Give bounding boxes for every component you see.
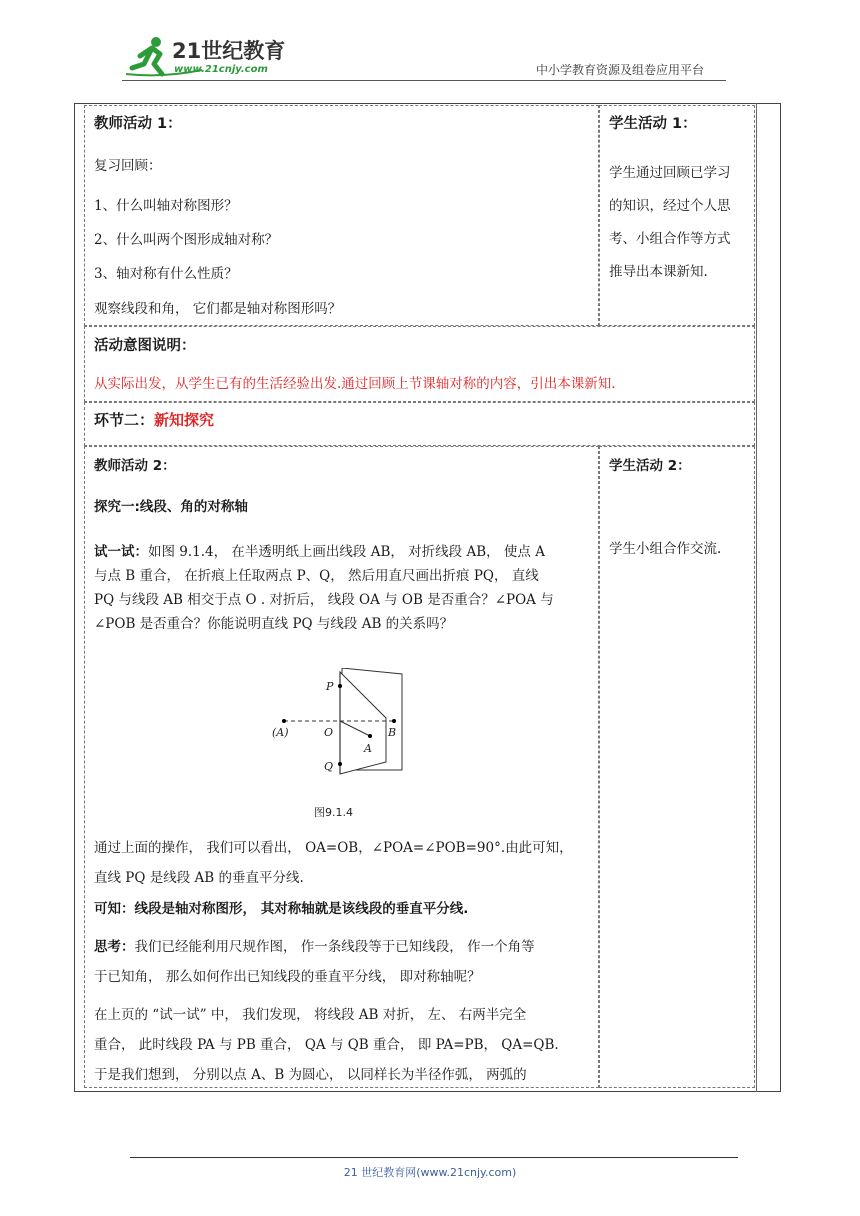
stage-highlight: 新知探究 — [154, 411, 215, 429]
think-label: 思考： — [94, 939, 135, 955]
figure-caption: 图9.1.4 — [314, 806, 353, 819]
try-label: 试一试： — [94, 544, 148, 560]
student-activity-2-title: 学生活动 2： — [609, 458, 691, 474]
student-activity-1-text: 学生通过回顾已学习 的知识，经过个人思 考、小组合作等方式 推导出本课新知. — [609, 165, 731, 280]
footer-link[interactable]: 21 世纪教育网(www.21cnjy.com) — [343, 1166, 517, 1179]
teacher-activity-1-cell — [84, 105, 599, 326]
site-logo — [122, 34, 292, 82]
logo-url: www.21cnjy.com — [174, 64, 268, 75]
intent-text: 从实际出发，从学生已有的生活经验出发.通过回顾上节课轴对称的内容，引出本课新知. — [94, 376, 616, 392]
folded-sheet-front — [340, 672, 386, 774]
continuation-paragraph: 在上页的 “试一试” 中， 我们发现， 将线段 AB 对折， 左、 右两半完全 重合， 此时线段 PA 与 PB 重合， QA 与 QB 重合， 即 PA=PB， QA=QB. 于是我们想到， 分别以点 A、B 为圆心， 以同样长为半径作弧， 两弧的 — [94, 1007, 559, 1083]
point-a-orig — [282, 719, 286, 723]
observation-paragraph: 通过上面的操作， 我们可以看出， OA=OB，∠POA=∠POB=90°.由此可知， 直线 PQ 是线段 AB 的垂直平分线. — [94, 840, 573, 886]
label-p: P — [326, 680, 334, 693]
point-p — [338, 684, 342, 688]
label-a-paren: (A) — [272, 726, 289, 739]
question-2: 2、什么叫两个图形成轴对称？ — [94, 232, 279, 248]
student-activity-2-text: 学生小组合作交流. — [609, 541, 722, 557]
header-rule — [122, 80, 726, 81]
explore-title: 探究一:线段、角的对称轴 — [94, 499, 248, 515]
point-b — [392, 719, 396, 723]
think-paragraph: 思考：我们已经能利用尺规作图， 作一条线段等于已知线段， 作一个角等 于已知角， 那么如何作出已知线段的垂直平分线， 即对称轴呢？ — [94, 939, 535, 985]
review-label: 复习回顾： — [94, 158, 162, 174]
question-1: 1、什么叫轴对称图形？ — [94, 198, 238, 214]
logo-main: 21世纪教育 — [172, 39, 286, 63]
figure-9-1-4 — [262, 668, 422, 824]
footer-rule — [130, 1157, 738, 1158]
question-3: 3、轴对称有什么性质？ — [94, 266, 238, 282]
intent-title: 活动意图说明： — [94, 338, 196, 354]
teacher-activity-1-title: 教师活动 1： — [94, 116, 182, 132]
point-a — [368, 734, 372, 738]
observe-question: 观察线段和角， 它们都是轴对称图形吗？ — [94, 301, 342, 317]
stage-title: 环节二：新知探究 — [94, 411, 215, 429]
label-b: B — [388, 726, 397, 739]
table-right-column — [756, 103, 757, 1092]
teacher-activity-2-title: 教师活动 2： — [94, 458, 176, 474]
label-a: A — [364, 742, 372, 755]
label-o: O — [324, 726, 334, 739]
point-q — [338, 762, 342, 766]
label-q: Q — [324, 760, 334, 773]
platform-name: 中小学教育资源及组卷应用平台 — [536, 63, 705, 77]
try-paragraph: 试一试：如图 9.1.4， 在半透明纸上画出线段 AB， 对折线段 AB， 使点 A 与点 B 重合， 在折痕上任取两点 P、Q， 然后用直尺画出折痕 PQ， 直线 PQ 与线段 AB 相交于点 O . 对折后， 线段 OA 与 OB 是否重合？∠POA 与 ∠POB 是否重合？你能说明直线 PQ 与线段 AB 的关系吗？ — [94, 544, 554, 632]
conclusion: 可知：线段是轴对称图形， 其对称轴就是该线段的垂直平分线. — [94, 901, 469, 917]
student-activity-1-title: 学生活动 1： — [609, 116, 697, 132]
